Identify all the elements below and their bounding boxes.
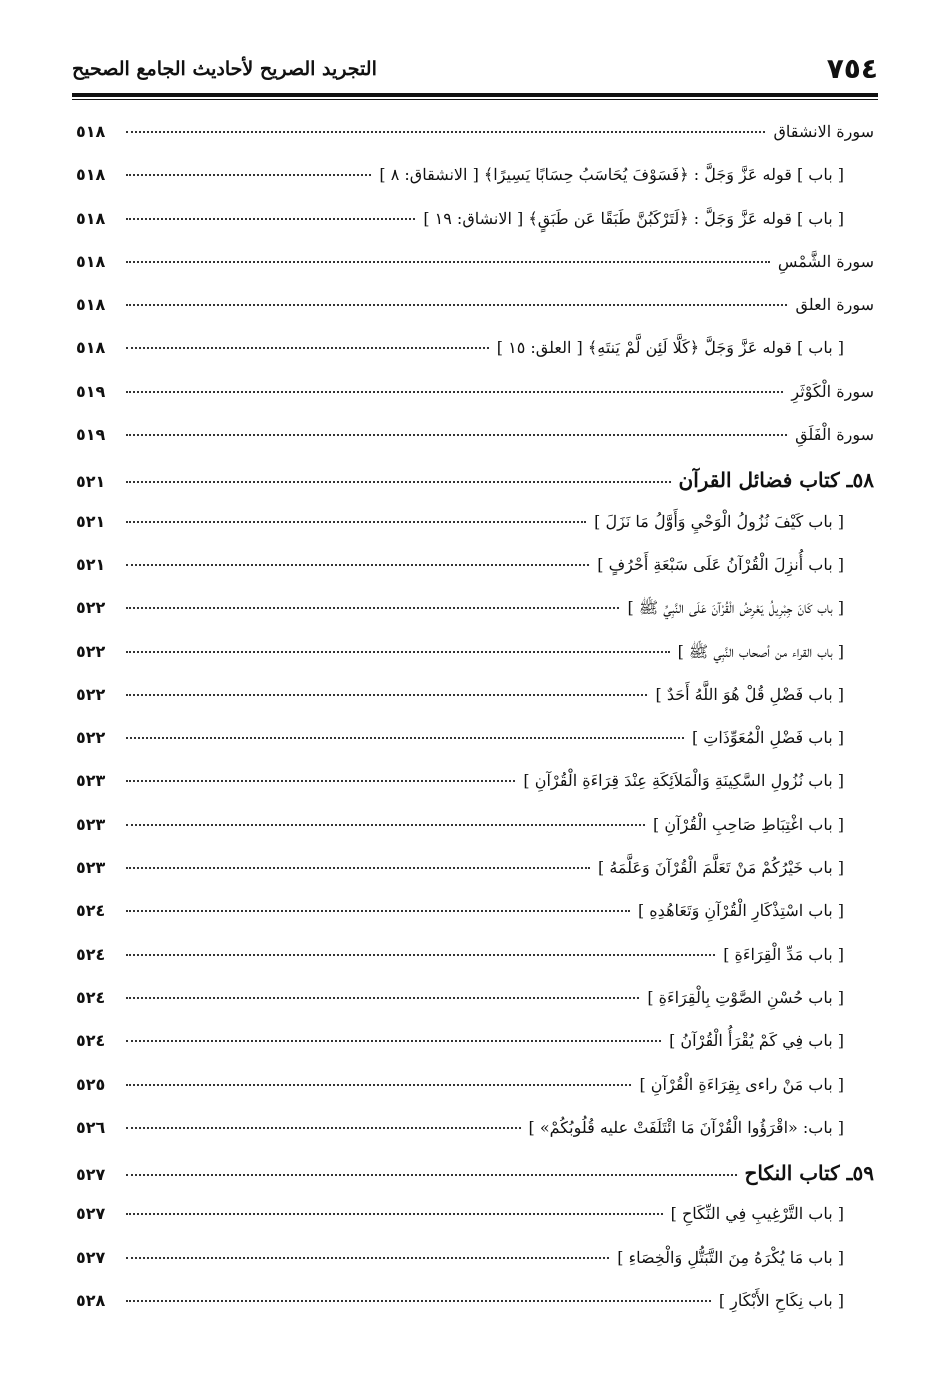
dot-leader [126,521,586,523]
toc-entry-page: ٥٢١ [76,511,106,531]
toc-entry-title: [ باب كَانَ جِبْرِيلُ يَعْرِضُ الْقُرْآنَ عَلَى النَّبِيِّ ﷺ ] [627,598,844,618]
toc-entry [76,252,874,295]
dot-leader [126,1174,737,1176]
dot-leader [126,347,489,349]
dot-leader [126,694,647,696]
toc-entry [76,815,874,858]
toc-entry-page: ٥١٨ [76,122,106,141]
toc-entry-title: [ باب كَيْفَ نُزُولُ الْوَحْيِ وَأَوَّلُ مَا نَزَلَ ] [594,511,844,531]
toc-entry [76,468,874,511]
toc-entry-page: ٥٢٧ [76,1204,106,1224]
toc-entry-page: ٥٢٦ [76,1117,106,1137]
toc-entry-page: ٥١٩ [76,425,106,445]
toc-entry-page: ٥٢٣ [76,858,106,878]
dot-leader [126,391,783,393]
dot-leader [126,564,589,566]
toc-entry-title: [ باب ] قوله عَزَّ وَجَلَّ : ﴿لَتَرْكَبُنَّ طَبَقًا عَن طَبَقٍ﴾ [ الانشاق: ١٩ ] [423,208,844,228]
toc-entry [76,555,874,598]
dot-leader [126,954,715,956]
toc-entry-page: ٥٢٢ [76,684,106,704]
dot-leader [126,174,371,176]
toc-entry [76,1204,874,1247]
toc-entry-page: ٥٢٤ [76,944,106,964]
toc-entry [76,1161,874,1204]
toc-entry-title: [ باب: «اقْرَؤُوا الْقُرْآنَ مَا ائْتَلَفَتْ عليه قُلُوبُكُمْ» ] [528,1117,844,1137]
toc-entry [76,988,874,1031]
dot-leader [126,997,639,999]
toc-entry-title: ٥٩ـ كتاب النكاح [744,1161,874,1186]
dot-leader [126,607,619,609]
toc-entry-title: [ باب أُنزِلَ الْقُرْآنُ عَلَى سَبْعَةِ أَحْرُفٍ ] [597,554,844,574]
toc-entry [76,165,874,208]
toc-entry [76,122,874,165]
toc-entry [76,1291,874,1334]
toc-entry-title: [ باب مَنْ راءى بِقِرَاءَةِ الْقُرْآنِ ] [639,1074,844,1094]
toc-entry-title: [ باب نُزُولِ السَّكِينَةِ وَالْمَلاَئِكَةِ عِنْدَ قِرَاءَةِ الْقُرْآنِ ] [523,771,844,791]
header-rule-thick [72,93,878,97]
toc-entry-title: سورة الشَّمْسِ [777,251,874,271]
toc-entry-page: ٥٢٣ [76,814,106,834]
toc-entry-page: ٥١٨ [76,338,106,358]
toc-entry [76,598,874,641]
toc-entry [76,382,874,425]
dot-leader [126,1213,663,1215]
toc-entry-page: ٥١٨ [76,295,106,315]
toc-entry-title: [ باب فَضْلِ قُلْ هُوَ اللَّهُ أَحَدٌ ] [655,684,844,704]
toc-entry-page: ٥٢٢ [76,641,106,661]
dot-leader [126,780,515,782]
toc-entry [76,945,874,988]
toc-entry-title: [ باب مَدِّ الْقِرَاءَةِ ] [723,944,844,964]
toc-entry-title: [ باب فَضْلِ الْمُعَوِّذَاتِ ] [691,728,844,748]
toc-entry [76,642,874,685]
dot-leader [126,261,770,263]
toc-entry-page: ٥٢٢ [76,598,106,618]
toc-entry-page: ٥٢٣ [76,771,106,791]
toc-entry-page: ٥٢٤ [76,987,106,1007]
toc-entry-page: ٥٢٧ [76,1247,106,1267]
dot-leader [126,1084,631,1086]
toc-entry [76,425,874,468]
dot-leader [126,867,590,869]
dot-leader [126,218,415,220]
toc-entry [76,858,874,901]
dot-leader [126,434,787,436]
toc-entry [76,728,874,771]
toc-entry-page: ٥٢٨ [76,1291,106,1311]
toc-entry-page: ٥٢٤ [76,1031,106,1051]
dot-leader [126,481,671,483]
dot-leader [126,910,630,912]
toc-entry-page: ٥٢٧ [76,1165,106,1185]
header-rule-thin [72,99,878,100]
dot-leader [126,824,645,826]
toc-entry [76,512,874,555]
dot-leader [126,1127,521,1129]
toc-entry [76,1118,874,1161]
toc-entry [76,1031,874,1074]
dot-leader [126,651,670,653]
toc-entry-title: سورة العلق [795,295,874,315]
toc-entry-title: ٥٨ـ كتاب فضائل القرآن [678,468,874,493]
toc-entry [76,771,874,814]
dot-leader [126,1257,609,1259]
toc-entry-title: [ باب التَّرْغِيبِ فِي النِّكَاحِ ] [670,1204,844,1224]
toc-entry [76,685,874,728]
toc-entry-page: ٥٢٢ [76,728,106,748]
toc-entry-title: [ باب القراء من أصحاب النَّبِي ﷺ ] [677,641,844,661]
toc-entry-title: [ باب حُسْنِ الصَّوْتِ بِالْقِرَاءَةِ ] [647,987,844,1007]
page-header [72,52,878,92]
toc-entry-title: سورة الْكَوْثَرِ [791,381,874,401]
toc-entry-title: [ باب اغْتِبَاطِ صَاحِبِ الْقُرْآنِ ] [653,814,844,834]
toc-entry-page: ٥٢٤ [76,901,106,921]
toc-entry [76,209,874,252]
toc-entry-title: [ باب نِكَاحِ الأَبْكَارِ ] [718,1291,844,1311]
toc-entry-title: [ باب اسْتِذْكَارِ الْقُرْآنِ وَتَعَاهُدِهِ ] [637,901,844,921]
dot-leader [126,131,765,133]
toc-entry-title: سورة الْفَلَقِ [795,425,874,445]
toc-entry-title: [ باب مَا يُكْرَهُ مِنَ التَّبَتُّلِ وَالْخِصَاءِ ] [617,1247,844,1267]
toc-entry [76,901,874,944]
toc-entry-page: ٥١٨ [76,165,106,185]
page-number: ٧٥٤ [826,52,878,85]
toc-entry-title: [ باب ] قوله عَزَّ وَجَلَّ ﴿كَلَّا لَئِن لَّمْ يَنتَهِ﴾ [ العلق: ١٥ ] [496,338,844,358]
running-title: التجريد الصريح لأحاديث الجامع الصحيح [72,58,377,80]
dot-leader [126,1040,661,1042]
dot-leader [126,1300,711,1302]
toc-entry-title: سورة الانشقاق [773,122,874,141]
toc-entry [76,338,874,381]
toc-entry-page: ٥٢١ [76,472,106,492]
toc-entry-page: ٥١٩ [76,381,106,401]
toc-entry-page: ٥١٨ [76,208,106,228]
table-of-contents [76,122,874,1334]
toc-entry [76,295,874,338]
toc-entry [76,1248,874,1291]
toc-entry-page: ٥٢٥ [76,1074,106,1094]
toc-entry-page: ٥١٨ [76,251,106,271]
toc-entry-page: ٥٢١ [76,554,106,574]
dot-leader [126,304,787,306]
toc-entry [76,1075,874,1118]
toc-entry-title: [ باب ] قوله عَزَّ وَجَلَّ : ﴿فَسَوْفَ يُحَاسَبُ حِسَابًا يَسِيرًا﴾ [ الانشقاق: ٨ ] [379,165,844,185]
toc-entry-title: [ باب خَيْرُكُمْ مَنْ تَعَلَّمَ الْقُرْآنَ وَعَلَّمَهُ ] [598,858,844,878]
toc-entry-title: [ باب فِي كَمْ يُقْرَأُ الْقُرْآنُ ] [669,1031,844,1051]
dot-leader [126,737,684,739]
